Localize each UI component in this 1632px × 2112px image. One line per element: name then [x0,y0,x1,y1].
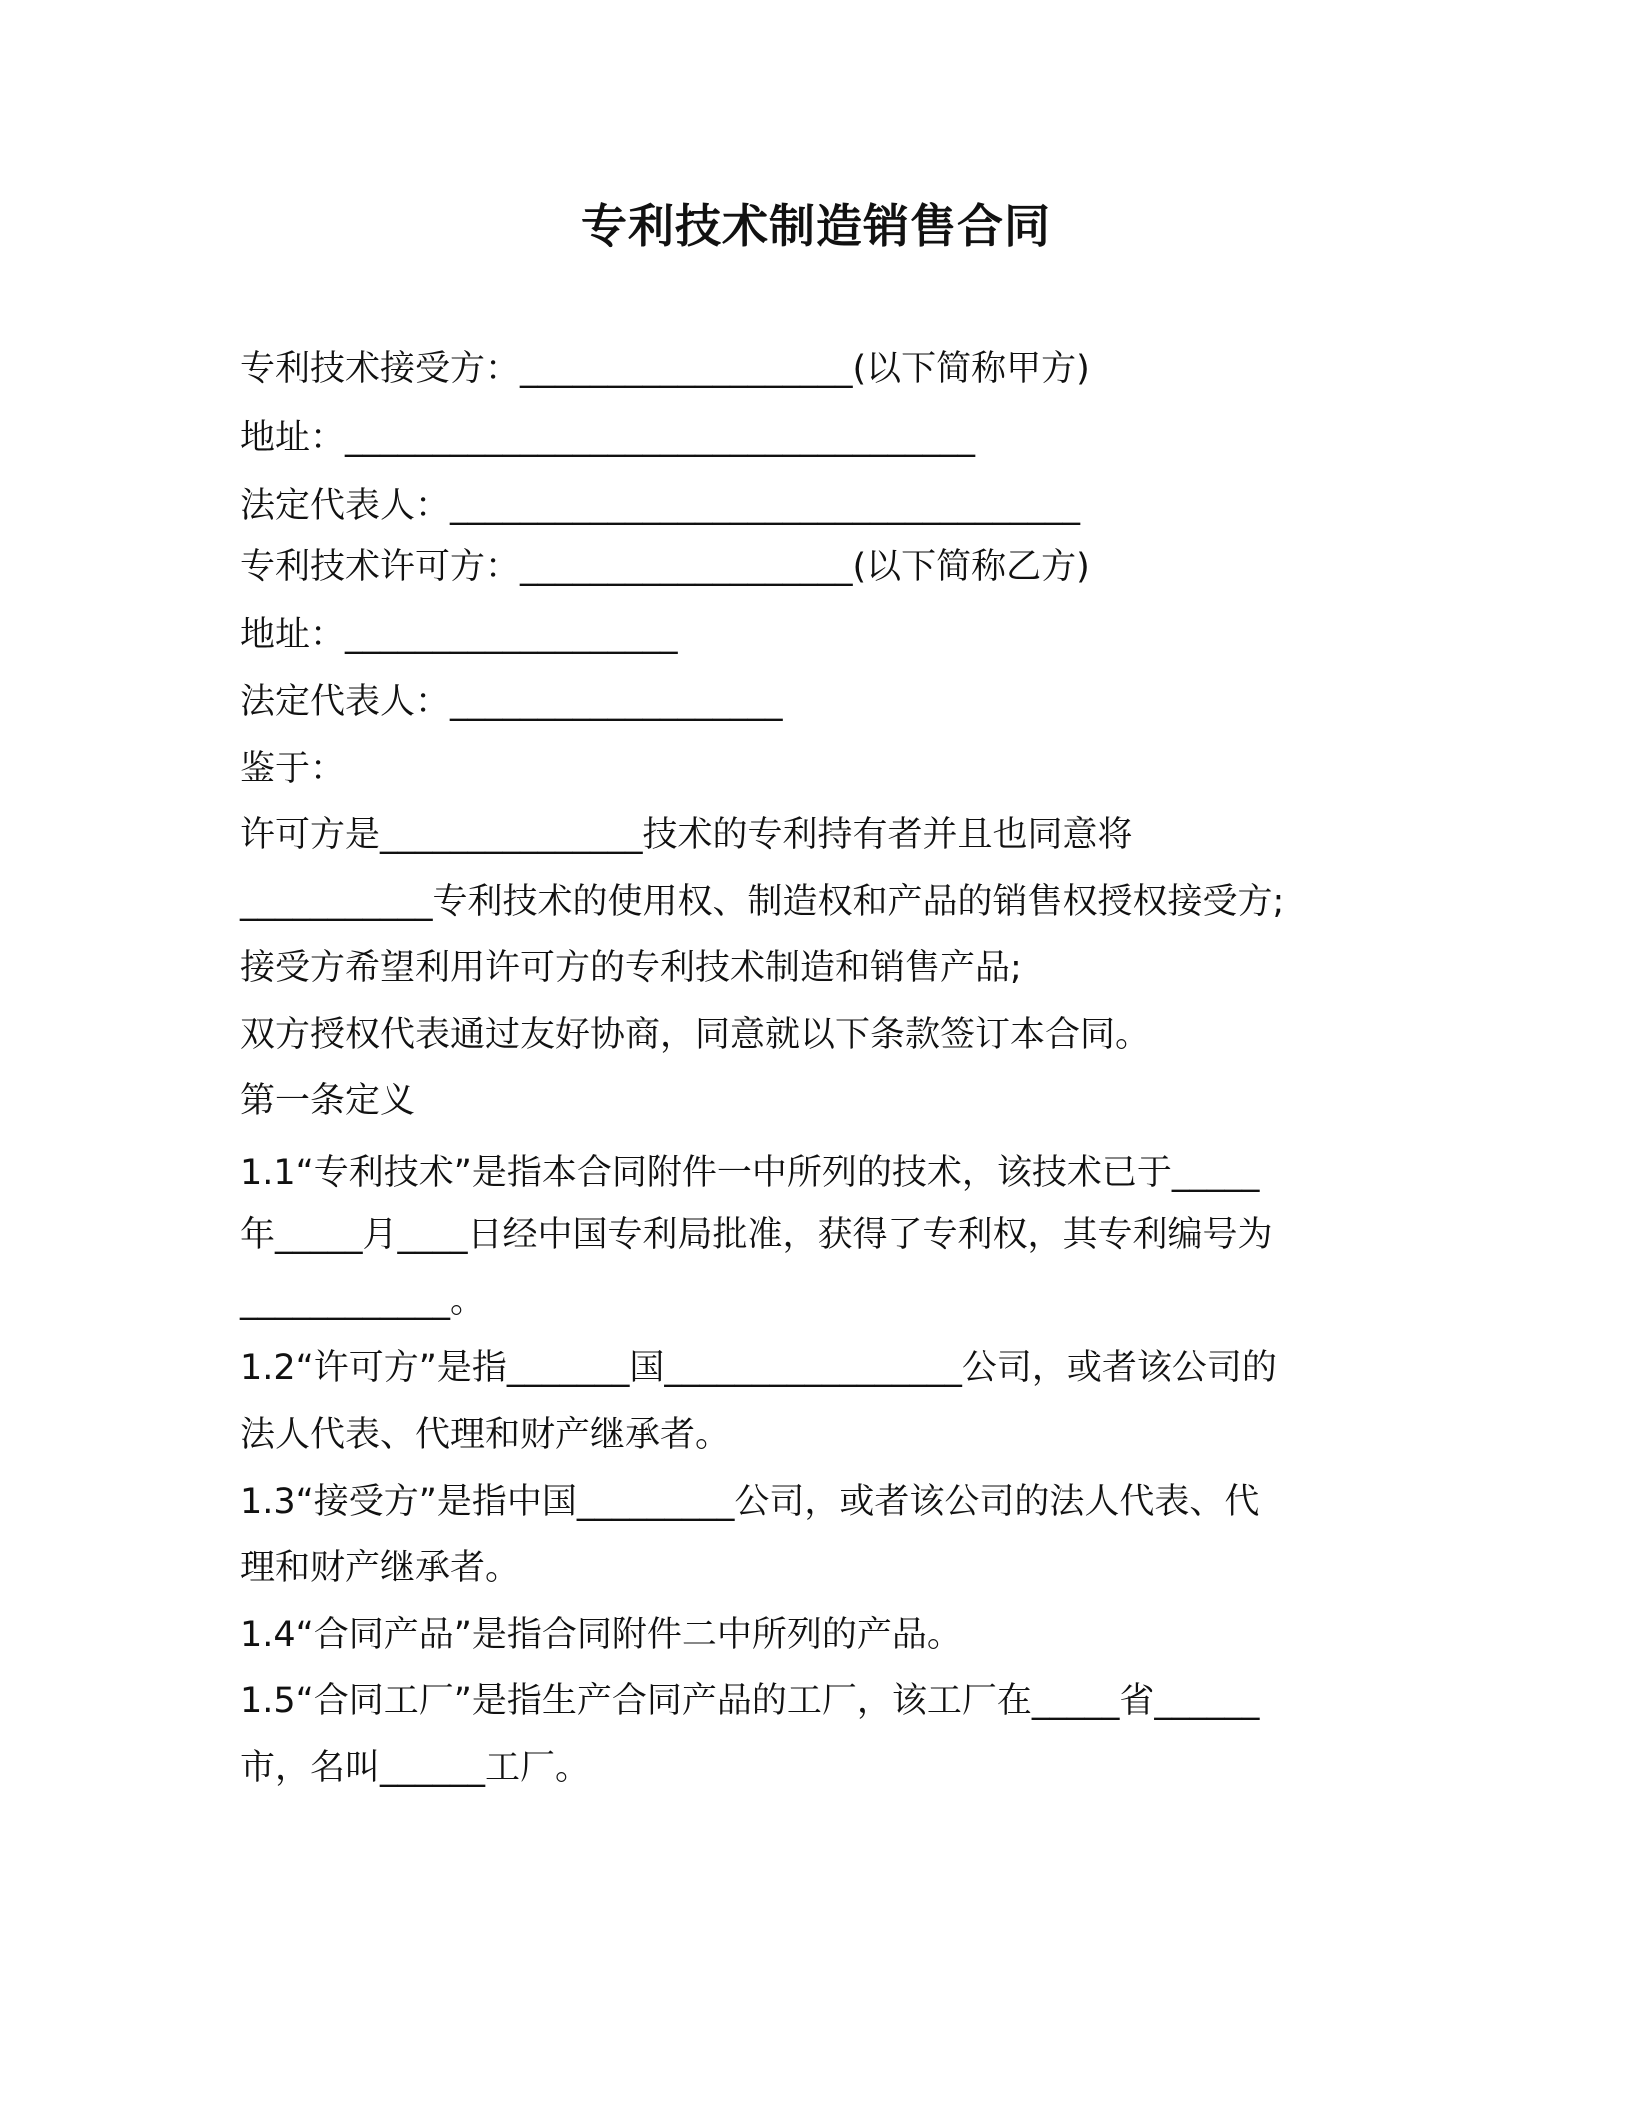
whereas-heading: 鉴于： [240,749,346,789]
clause-line: 1.4“合同产品”是指合同附件二中所列的产品。 [240,1615,962,1655]
recital-line: ___________专利技术的使用权、制造权和产品的销售权授权接受方; [240,882,1285,922]
clause-line: 1.3“接受方”是指中国_________公司，或者该公司的法人代表、代 [240,1482,1260,1522]
article-heading: 第一条定义 [240,1081,416,1121]
recital-line: 许可方是_______________技术的专利持有者并且也同意将 [240,815,1133,855]
clause-line: 1.1“专利技术”是指本合同附件一中所列的技术，该技术已于_____ [240,1153,1260,1193]
party-b-name-line: 专利技术许可方：___________________(以下简称乙方) [240,547,1090,587]
clause-line: 1.2“许可方”是指_______国_________________公司，或者该公司的 [240,1348,1277,1388]
clause-line: 1.5“合同工厂”是指生产合同产品的工厂，该工厂在_____省______ [240,1681,1260,1721]
recital-line: 双方授权代表通过友好协商，同意就以下条款签订本合同。 [240,1015,1151,1055]
recital-line: 接受方希望利用许可方的专利技术制造和销售产品; [240,948,1022,988]
clause-line: ____________。 [240,1281,486,1321]
party-a-representative-line: 法定代表人：____________________________________ [240,486,1081,526]
party-a-address-line: 地址：____________________________________ [240,418,976,458]
party-b-representative-line: 法定代表人：___________________ [240,682,783,722]
party-b-address-line: 地址：___________________ [240,615,678,655]
party-a-name-line: 专利技术接受方：___________________(以下简称甲方) [240,349,1090,389]
clause-line: 年_____月____日经中国专利局批准，获得了专利权，其专利编号为 [240,1215,1273,1255]
clause-line: 法人代表、代理和财产继承者。 [240,1415,731,1455]
clause-line: 市，名叫______工厂。 [240,1748,591,1788]
document-title: 专利技术制造销售合同 [581,199,1051,253]
clause-line: 理和财产继承者。 [240,1548,521,1588]
